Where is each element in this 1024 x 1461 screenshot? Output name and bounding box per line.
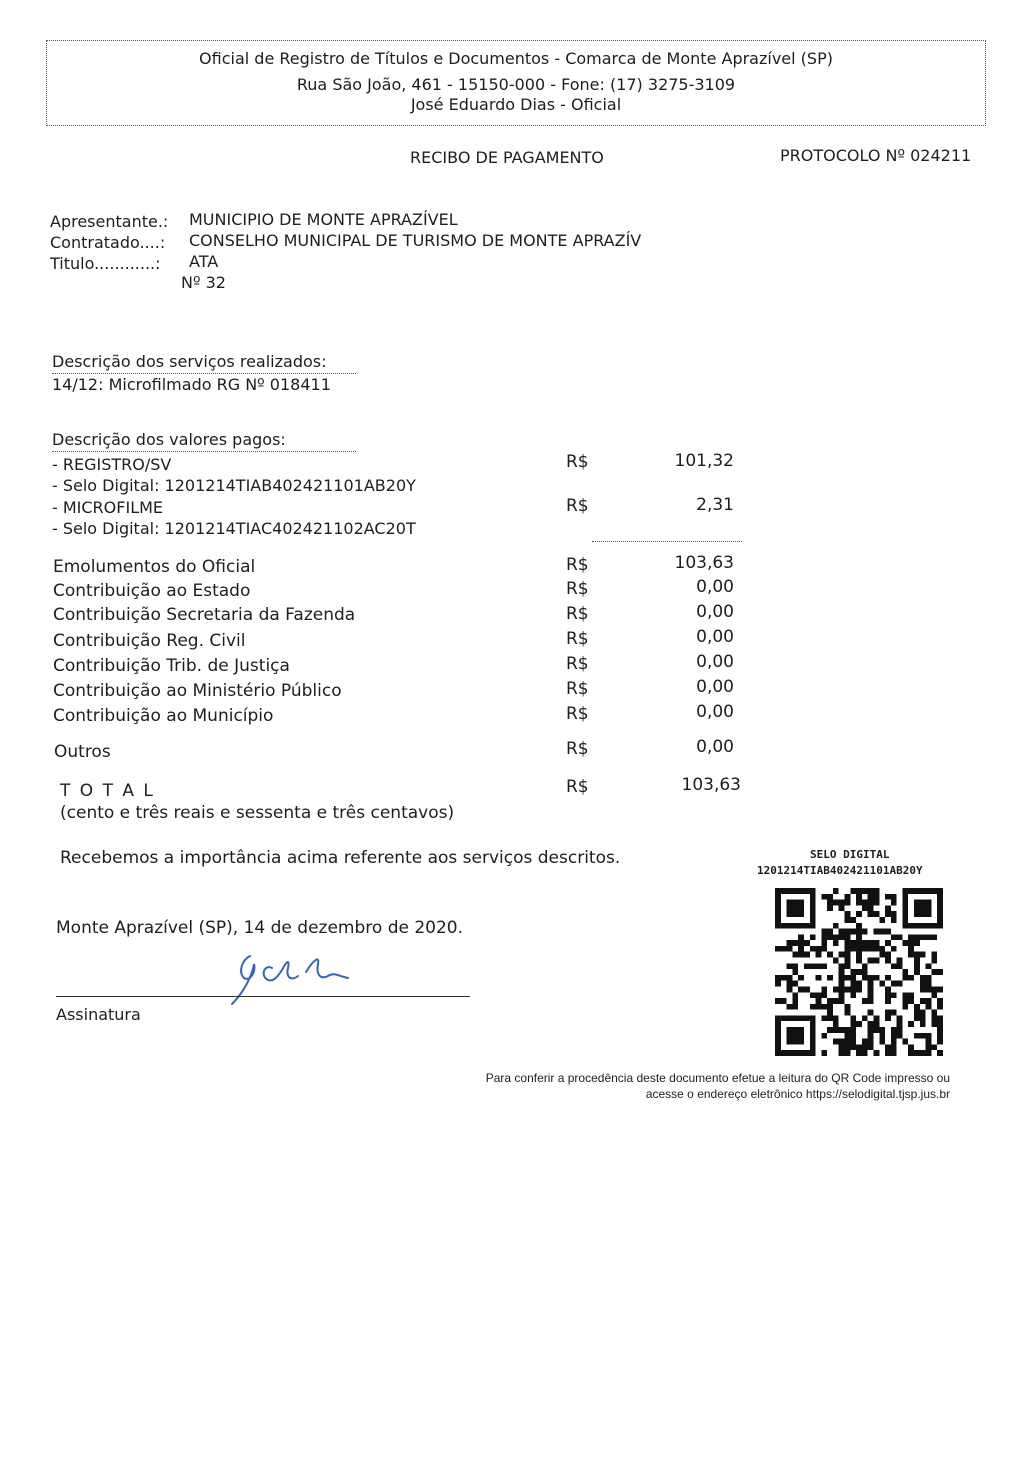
summary-label-justica: Contribuição Trib. de Justiça [53, 656, 290, 676]
value-item-microfilme: - MICROFILME [52, 498, 164, 517]
header-office-name: Oficial de Registro de Títulos e Documentos - Comarca de Monte Aprazível (SP) [199, 49, 833, 68]
summary-currency-reg-civil: R$ [566, 629, 589, 649]
header-box [46, 40, 986, 126]
contratado-value: CONSELHO MUNICIPAL DE TURISMO DE MONTE APRAZÍV [189, 231, 642, 250]
titulo-value: ATA [189, 252, 219, 271]
summary-currency-estado: R$ [566, 579, 589, 599]
values-heading: Descrição dos valores pagos: [52, 430, 286, 449]
summary-amount-justica: 0,00 [696, 652, 734, 672]
summary-label-estado: Contribuição ao Estado [53, 581, 251, 601]
place-date: Monte Aprazível (SP), 14 de dezembro de 2020. [56, 918, 464, 938]
qr-code-icon [775, 888, 943, 1056]
document-title: RECIBO DE PAGAMENTO [410, 148, 604, 167]
summary-currency-emolumentos: R$ [566, 555, 589, 575]
header-address: Rua São João, 461 - 15150-000 - Fone: (17) 3275-3109 [296, 75, 736, 94]
summary-amount-municipio: 0,00 [696, 702, 734, 722]
apresentante-value: MUNICIPIO DE MONTE APRAZÍVEL [189, 210, 458, 229]
value-item-registro-amount: 101,32 [674, 451, 734, 471]
receipt-statement: Recebemos a importância acima referente aos serviços descritos. [60, 848, 621, 868]
titulo-label: Titulo............: [50, 254, 161, 273]
summary-amount-estado: 0,00 [696, 577, 734, 597]
summary-currency-fazenda: R$ [566, 604, 589, 624]
apresentante-label: Apresentante.: [50, 212, 169, 231]
services-heading-underline [52, 373, 356, 374]
header-official: José Eduardo Dias - Oficial [410, 95, 622, 114]
total-extenso: (cento e três reais e sessenta e três centavos) [60, 803, 455, 823]
value-item-microfilme-amount: 2,31 [696, 495, 734, 515]
summary-currency-justica: R$ [566, 654, 589, 674]
value-item-registro-currency: R$ [566, 452, 589, 472]
outros-label: Outros [54, 742, 111, 762]
outros-currency: R$ [566, 739, 589, 759]
service-item: 14/12: Microfilmado RG Nº 018411 [52, 375, 331, 394]
verify-line-1: Para conferir a procedência deste documento efetue a leitura do QR Code impresso ou [485, 1071, 950, 1085]
value-item-registro: - REGISTRO/SV [52, 455, 172, 474]
summary-label-emolumentos: Emolumentos do Oficial [53, 557, 256, 577]
summary-label-ministerio: Contribuição ao Ministério Público [53, 681, 342, 701]
summary-label-fazenda: Contribuição Secretaria da Fazenda [53, 605, 356, 625]
verify-line-2: acesse o endereço eletrônico https://selodigital.tjsp.jus.br [645, 1087, 950, 1101]
selo-title: SELO DIGITAL [810, 848, 890, 861]
value-item-microfilme-currency: R$ [566, 496, 589, 516]
summary-label-municipio: Contribuição ao Município [53, 706, 274, 726]
summary-label-reg-civil: Contribuição Reg. Civil [53, 631, 246, 651]
protocol-number: PROTOCOLO Nº 024211 [780, 146, 972, 165]
total-label: T O T A L [60, 781, 155, 801]
summary-currency-municipio: R$ [566, 704, 589, 724]
handwritten-signature [220, 946, 360, 1008]
summary-amount-emolumentos: 103,63 [674, 553, 734, 573]
signature-label: Assinatura [56, 1005, 141, 1024]
summary-currency-ministerio: R$ [566, 679, 589, 699]
value-item-selo-1: - Selo Digital: 1201214TIAB402421101AB20Y [52, 476, 416, 495]
total-currency: R$ [566, 777, 589, 797]
total-amount: 103,63 [681, 775, 741, 795]
value-item-selo-2: - Selo Digital: 1201214TIAC402421102AC20T [52, 519, 416, 538]
values-heading-underline [52, 451, 356, 452]
contratado-label: Contratado....: [50, 233, 166, 252]
titulo-number: Nº 32 [181, 273, 226, 292]
subtotal-divider [592, 541, 742, 542]
summary-amount-ministerio: 0,00 [696, 677, 734, 697]
signature-line [56, 996, 470, 997]
selo-code: 1201214TIAB402421101AB20Y [757, 864, 923, 877]
summary-amount-fazenda: 0,00 [696, 602, 734, 622]
outros-amount: 0,00 [696, 737, 734, 757]
services-heading: Descrição dos serviços realizados: [52, 352, 327, 371]
summary-amount-reg-civil: 0,00 [696, 627, 734, 647]
